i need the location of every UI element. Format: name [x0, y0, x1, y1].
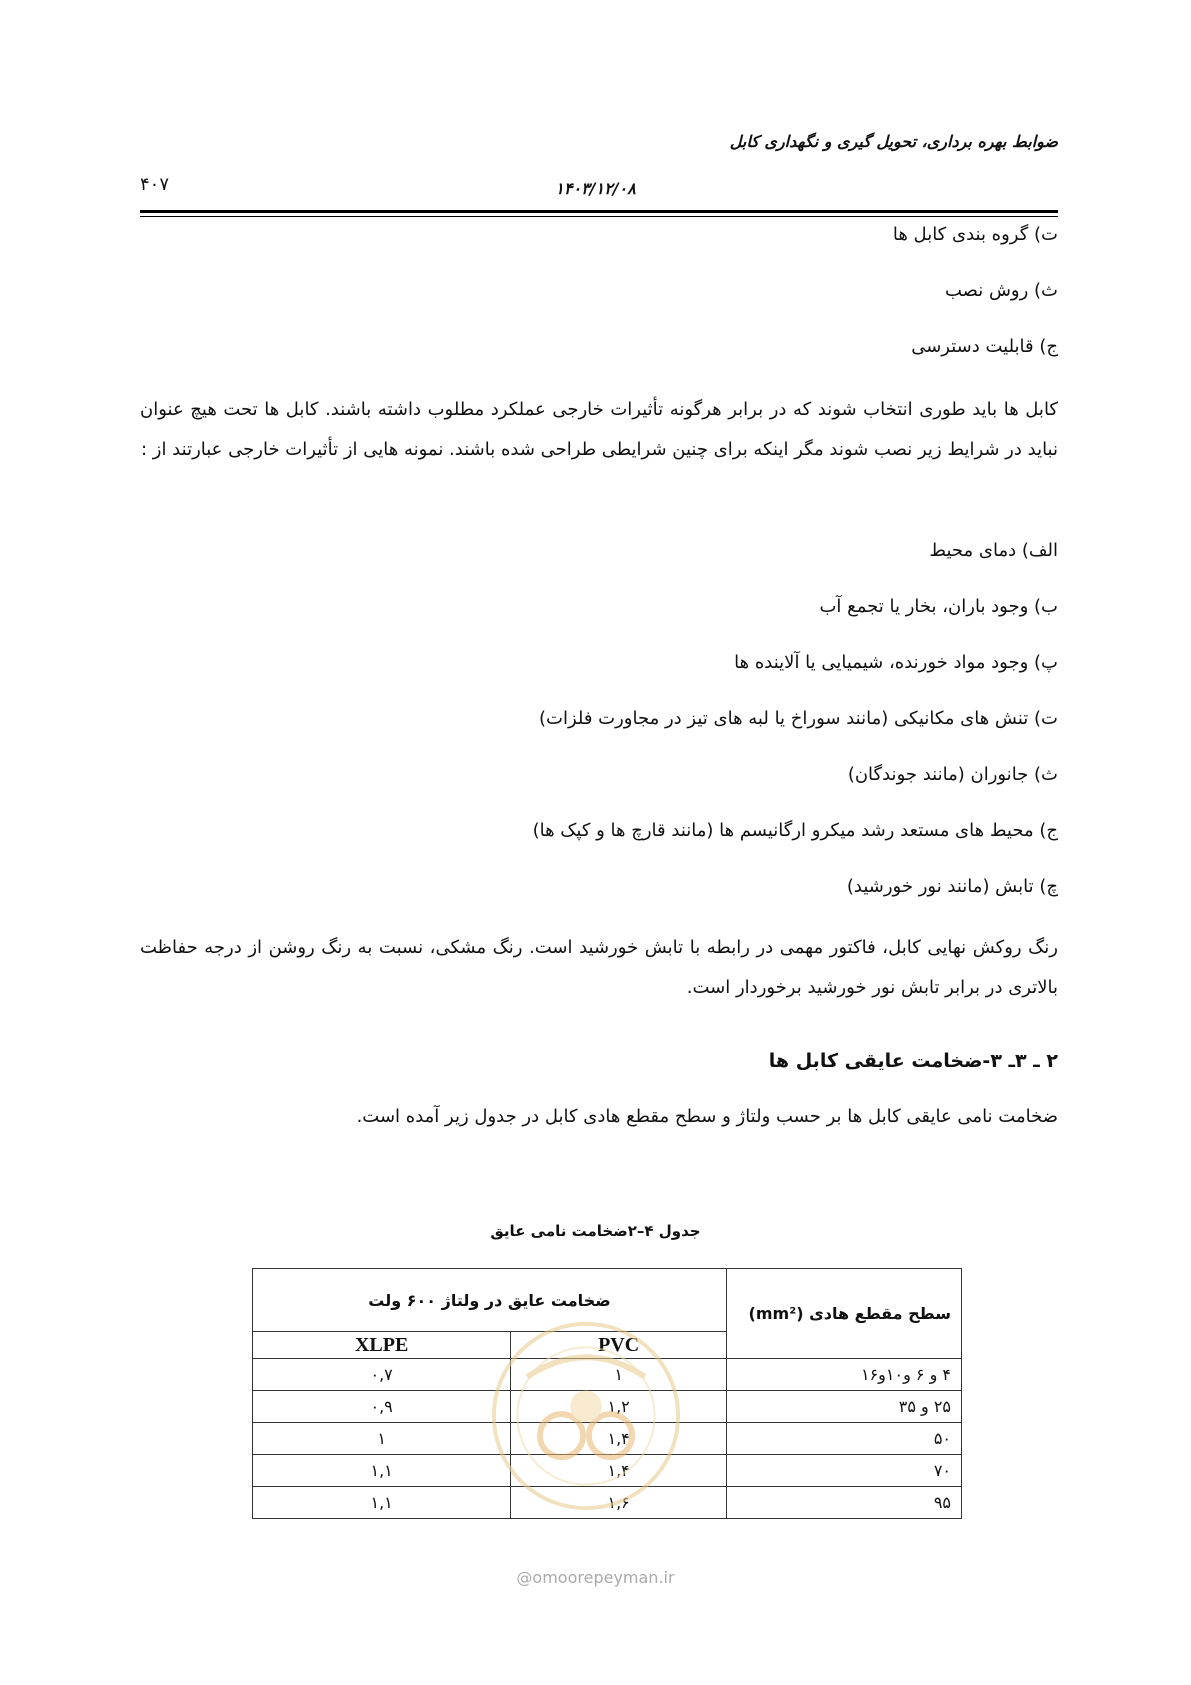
list-item: پ) وجود مواد خورنده، شیمیایی یا آلاینده ها: [734, 652, 1058, 673]
cell-xlpe: ۱,۱: [253, 1455, 511, 1487]
cell-xlpe: ۱: [253, 1423, 511, 1455]
cell-area: ۵۰: [727, 1423, 962, 1455]
paragraph: کابل ها باید طوری انتخاب شوند که در برابر هرگونه تأثیرات خارجی عملکرد مطلوب داشته باشند. کابل ها تحت هیچ عنوان نباید در شرایط زیر نصب شوند مگر اینکه برای چنین شرایطی طراحی شده باشند. نمونه هایی از تأثیرات خارجی عبارتند از :: [140, 399, 1058, 460]
header-date: ۱۴۰۳/۱۲/۰۸: [555, 179, 636, 198]
paragraph: ضخامت نامی عایقی کابل ها بر حسب ولتاژ و سطح مقطع هادی کابل در جدول زیر آمده است.: [356, 1106, 1058, 1127]
column-header-xlpe: XLPE: [253, 1332, 511, 1359]
list-item: ت) تنش های مکانیکی (مانند سوراخ یا لبه های تیز در مجاورت فلزات): [538, 708, 1058, 729]
table-caption: جدول ۴–۲ضخامت نامی عایق: [490, 1222, 701, 1240]
list-item: ث) روش نصب: [944, 280, 1058, 301]
paragraph: رنگ روکش نهایی کابل، فاکتور مهمی در رابطه با تابش خورشید است. رنگ مشکی، نسبت به رنگ روشن از درجه حفاظت بالاتری در برابر تابش نور خورشید برخوردار است.: [140, 937, 1058, 998]
cell-area: ۲۵ و ۳۵: [727, 1391, 962, 1423]
list-item: ج) محیط های مستعد رشد میکرو ارگانیسم ها (مانند قارچ ها و کپک ها): [532, 820, 1058, 841]
header-rule-thick: [140, 210, 1058, 213]
cell-pvc: ۱,۲: [511, 1391, 727, 1423]
list-item: ث) جانوران (مانند جوندگان): [847, 764, 1058, 785]
list-item: ت) گروه بندی کابل ها: [892, 224, 1058, 245]
header-title: ضوابط بهره برداری، تحویل گیری و نگهداری کابل: [729, 132, 1058, 151]
cell-pvc: ۱: [511, 1359, 727, 1391]
cell-area: ۷۰: [727, 1455, 962, 1487]
section-heading: ۲ ـ ۳ـ ۳-ضخامت عایقی کابل ها: [768, 1050, 1058, 1072]
column-header-pvc: PVC: [511, 1332, 727, 1359]
cell-pvc: ۱,۶: [511, 1487, 727, 1519]
cell-pvc: ۱,۴: [511, 1423, 727, 1455]
cell-pvc: ۱,۴: [511, 1455, 727, 1487]
list-item: الف) دمای محیط: [929, 540, 1058, 561]
list-item: ج) قابلیت دسترسی: [911, 336, 1058, 357]
page-number: ۴۰۷: [140, 174, 170, 195]
cell-xlpe: ۱,۱: [253, 1487, 511, 1519]
cell-area: ۴ و ۶ و۱۰و۱۶: [727, 1359, 962, 1391]
header-rule-thin: [140, 216, 1058, 217]
cell-xlpe: ۰,۷: [253, 1359, 511, 1391]
watermark-logo-icon: [488, 1318, 684, 1514]
watermark-text: @omoorepeyman.ir: [516, 1568, 675, 1587]
column-header-thickness: ضخامت عایق در ولتاژ ۶۰۰ ولت: [253, 1269, 727, 1332]
column-header-area: سطح مقطع هادی (mm²): [727, 1269, 962, 1359]
list-item: ب) وجود باران، بخار یا تجمع آب: [819, 596, 1058, 617]
cell-area: ۹۵: [727, 1487, 962, 1519]
list-item: چ) تابش (مانند نور خورشید): [846, 876, 1058, 897]
cell-xlpe: ۰,۹: [253, 1391, 511, 1423]
